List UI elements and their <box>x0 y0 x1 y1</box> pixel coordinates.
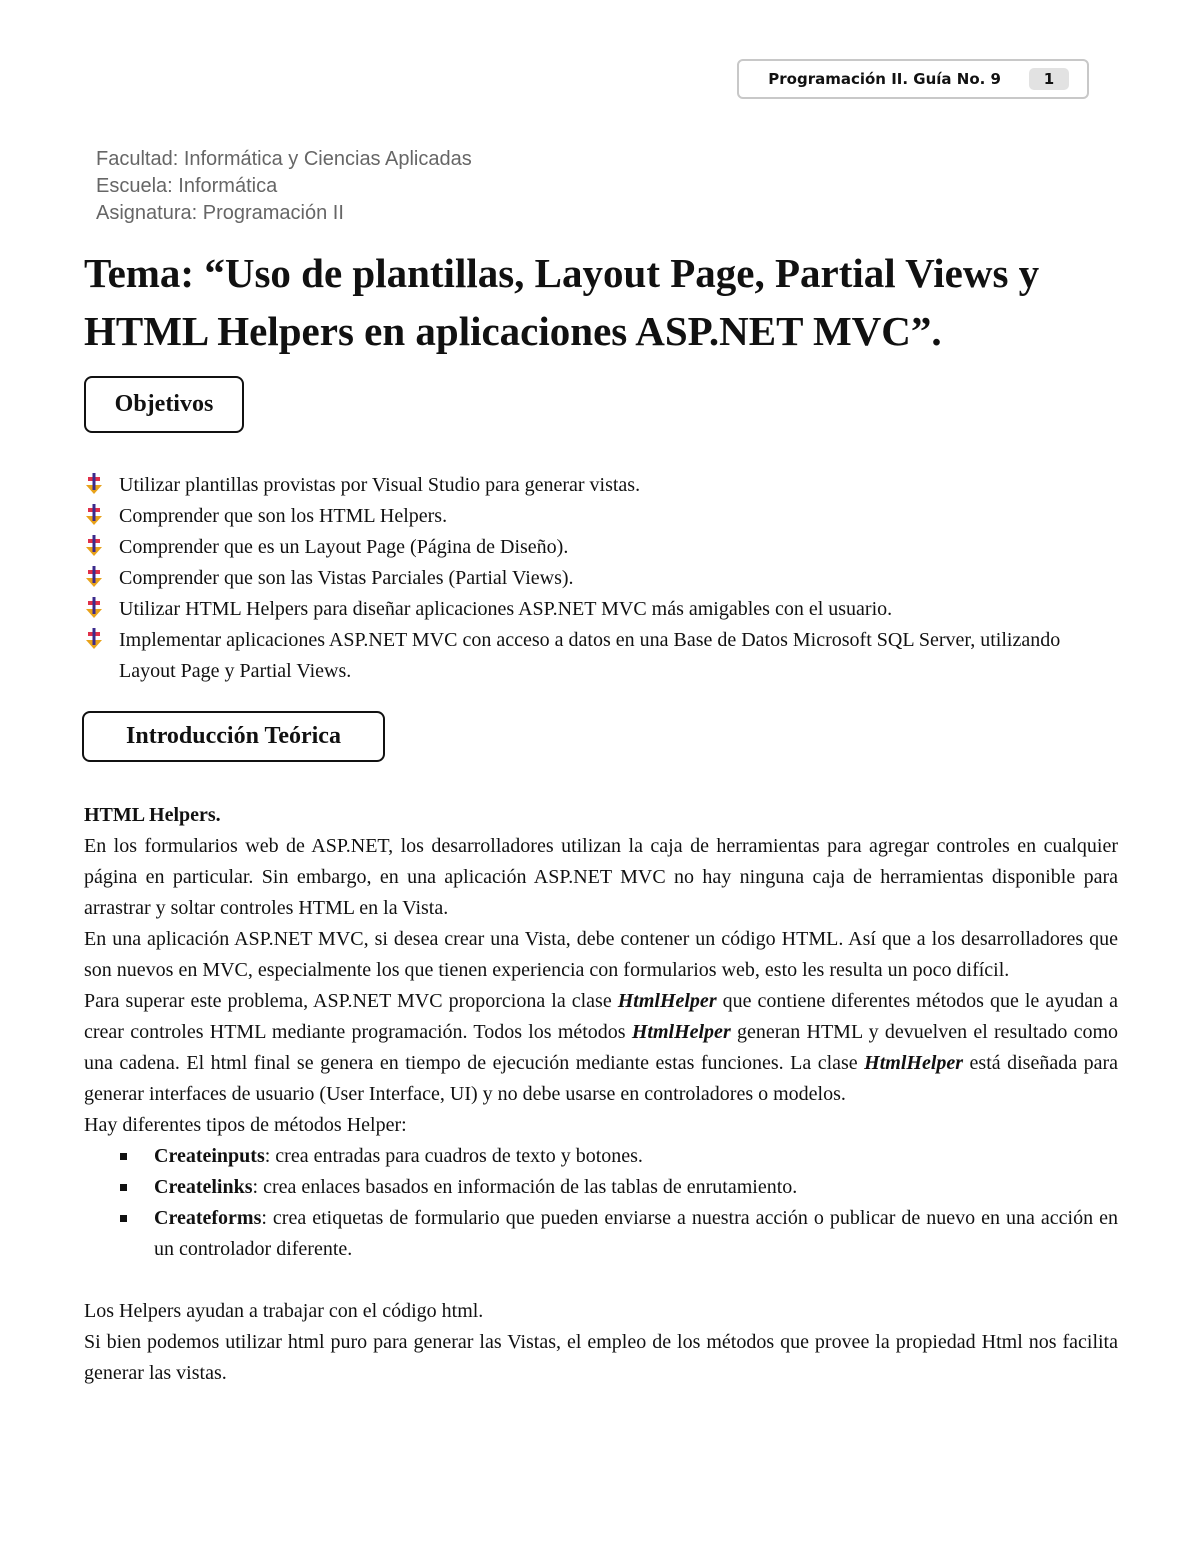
list-item <box>84 594 1118 625</box>
introduccion-heading-text: Introducción Teórica <box>126 723 341 749</box>
meta-asignatura: Asignatura: Programación II <box>96 202 344 224</box>
text-run: que contiene diferentes métodos que le ayudan a crear controles HTML mediante programación. Todos los métodos <box>84 990 1118 1043</box>
list-item <box>84 1203 1118 1265</box>
arrow-down-icon <box>84 628 104 652</box>
objetivos-list <box>84 470 1118 687</box>
helper-name: Createinputs <box>154 1145 265 1167</box>
arrow-down-icon <box>84 597 104 621</box>
list-item <box>84 1141 1118 1172</box>
meta-facultad: Facultad: Informática y Ciencias Aplicadas <box>96 148 472 170</box>
helper-desc: : crea entradas para cuadros de texto y botones. <box>264 1145 643 1167</box>
helper-desc: : crea enlaces basados en información de las tablas de enrutamiento. <box>252 1176 798 1198</box>
paragraph: Hay diferentes tipos de métodos Helper: <box>84 1114 407 1136</box>
text-run: está diseñada para generar interfaces de usuario (User Interface, UI) y no debe usarse en controladores o modelos. <box>84 1052 1118 1105</box>
introduccion-body <box>84 800 1118 1389</box>
paragraph: Los Helpers ayudan a trabajar con el código html. <box>84 1300 484 1322</box>
square-bullet-icon <box>120 1153 127 1160</box>
helper-desc: : crea etiquetas de formulario que pueden enviarse a nuestra acción o publicar de nuevo en una acción en un controlador diferente. <box>154 1207 1118 1260</box>
objetivo-text: Comprender que es un Layout Page (Página de Diseño). <box>119 536 569 558</box>
list-item <box>84 1172 1118 1203</box>
objetivo-text: Comprender que son los HTML Helpers. <box>119 505 448 527</box>
arrow-down-icon <box>84 535 104 559</box>
arrow-down-icon <box>84 473 104 497</box>
page-header <box>737 59 1089 99</box>
helper-name: Createlinks <box>154 1176 253 1198</box>
square-bullet-icon <box>120 1184 127 1191</box>
page-number: 1 <box>1029 68 1069 90</box>
document-title: Tema: “Uso de plantillas, Layout Page, Partial Views y HTML Helpers en aplicaciones ASP.NET MVC”. <box>84 250 1040 354</box>
objetivo-text: Utilizar HTML Helpers para diseñar aplicaciones ASP.NET MVC más amigables con el usuario. <box>119 598 893 620</box>
class-name: HtmlHelper <box>864 1052 964 1074</box>
text-run: Para superar este problema, ASP.NET MVC proporciona la clase <box>84 990 618 1012</box>
header-title: Programación II. Guía No. 9 <box>768 70 1001 88</box>
helpers-list <box>84 1141 1118 1265</box>
objetivo-text: Implementar aplicaciones ASP.NET MVC con acceso a datos en una Base de Datos Microsoft SQL Server, utilizando Layout Page y Partial Views. <box>119 629 1061 682</box>
paragraph: En una aplicación ASP.NET MVC, si desea crear una Vista, debe contener un código HTML. Así que a los desarrolladores que son nuevos en MVC, especialmente los que tienen experiencia con formularios web, esto les resulta un poco difícil. <box>84 928 1118 981</box>
class-name: HtmlHelper <box>631 1021 731 1043</box>
paragraph <box>84 986 1118 1110</box>
class-name: HtmlHelper <box>617 990 717 1012</box>
objetivos-heading <box>84 376 244 433</box>
subheading: HTML Helpers. <box>84 804 221 826</box>
list-item <box>84 625 1118 687</box>
helper-name: Createforms <box>154 1207 262 1229</box>
list-item <box>84 470 1118 501</box>
list-item <box>84 532 1118 563</box>
list-item <box>84 563 1118 594</box>
list-item <box>84 501 1118 532</box>
objetivo-text: Utilizar plantillas provistas por Visual Studio para generar vistas. <box>119 474 641 496</box>
arrow-down-icon <box>84 566 104 590</box>
text-run: generan HTML y devuelven el resultado como una cadena. El html final se genera en tiempo de ejecución mediante estas funciones. La clase <box>84 1021 1119 1074</box>
meta-escuela: Escuela: Informática <box>96 175 278 197</box>
course-meta <box>96 146 472 227</box>
objetivos-heading-text: Objetivos <box>114 391 214 417</box>
objetivo-text: Comprender que son las Vistas Parciales (Partial Views). <box>119 567 574 589</box>
square-bullet-icon <box>120 1215 127 1222</box>
arrow-down-icon <box>84 504 104 528</box>
introduccion-heading <box>82 711 385 762</box>
paragraph: Si bien podemos utilizar html puro para generar las Vistas, el empleo de los métodos que provee la propiedad Html nos facilita generar las vistas. <box>84 1331 1118 1384</box>
paragraph: En los formularios web de ASP.NET, los desarrolladores utilizan la caja de herramientas para agregar controles en cualquier página en particular. Sin embargo, en una aplicación ASP.NET MVC no hay ninguna caja de herramientas disponible para arrastrar y soltar controles HTML en la Vista. <box>84 835 1118 919</box>
